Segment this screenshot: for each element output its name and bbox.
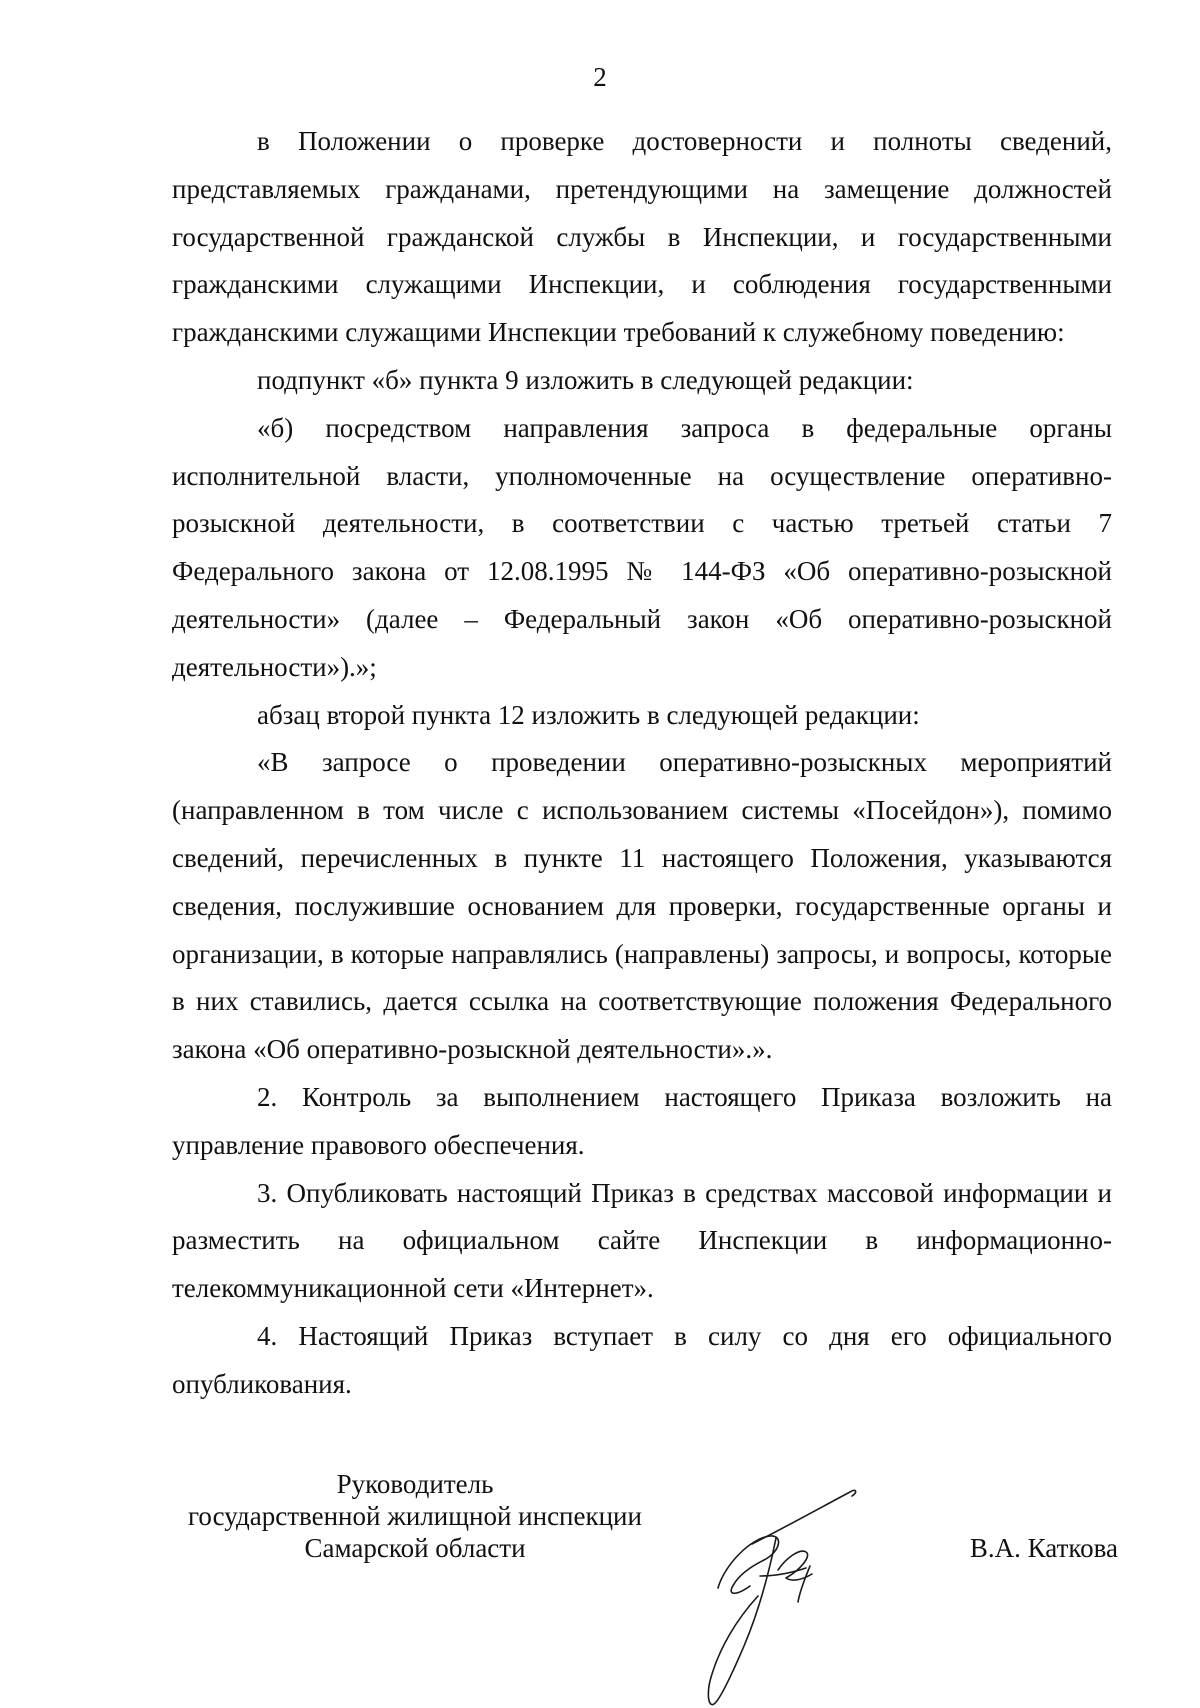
signatory-title-line-1: Руководитель — [336, 1469, 494, 1499]
paragraph-point-12-text: «В запросе о проведении оперативно-розыскных мероприятий (направленном в том числе с использованием системы «Посейдон»), помимо сведений, перечисленных в пункте 11 настоящего Положения, указываются сведения, послужившие основанием для проверки, государственные органы и организации, в которые направлялись (направлены) запросы, и вопросы, которые в них ставились, дается ссылка на соответствующие положения Федерального закона «Об оперативно-розыскной деятельности».». — [172, 747, 1112, 1065]
paragraph-item-4: 4. Настоящий Приказ вступает в силу со дня его официального опубликования. — [172, 1320, 1112, 1399]
document-body — [172, 118, 1112, 1409]
paragraph-point-12-instruction: абзац второй пункта 12 изложить в следующей редакции: — [257, 699, 920, 730]
paragraph-subpoint-b-instruction: подпункт «б» пункта 9 изложить в следующей редакции: — [257, 364, 914, 395]
signatory-name: В.А. Каткова — [969, 1533, 1118, 1563]
paragraph-amendment-intro: в Положении о проверке достоверности и полноты сведений, представляемых гражданами, претендующими на замещение должностей государственной гражданской службы в Инспекции, и государственными гражданскими служащими Инспекции, и соблюдения государственными гражданскими служащими Инспекции требований к служебному поведению: — [172, 126, 1112, 348]
handwritten-signature — [660, 1478, 890, 1708]
signatory-title-line-2: государственной жилищной инспекции — [188, 1501, 642, 1531]
signatory-title — [170, 1468, 660, 1564]
signatory-title-line-3: Самарской области — [304, 1533, 526, 1563]
paragraph-item-2: 2. Контроль за выполнением настоящего Приказа возложить на управление правового обеспечения. — [172, 1081, 1112, 1160]
paragraph-subpoint-b-text: «б) посредством направления запроса в федеральные органы исполнительной власти, уполномоченные на осуществление оперативно-розыскной деятельности, в соответствии с частью третьей статьи 7 Федерального закона от 12.08.1995 № 144-ФЗ «Об оперативно-розыскной деятельности» (далее – Федеральный закон «Об оперативно-розыскной деятельности»).»; — [172, 412, 1112, 682]
signature-block — [160, 1468, 1160, 1668]
page-number: 2 — [593, 62, 607, 92]
paragraph-item-3: 3. Опубликовать настоящий Приказ в средствах массовой информации и разместить на официальном сайте Инспекции в информационно-телекоммуникационной сети «Интернет». — [172, 1177, 1112, 1304]
